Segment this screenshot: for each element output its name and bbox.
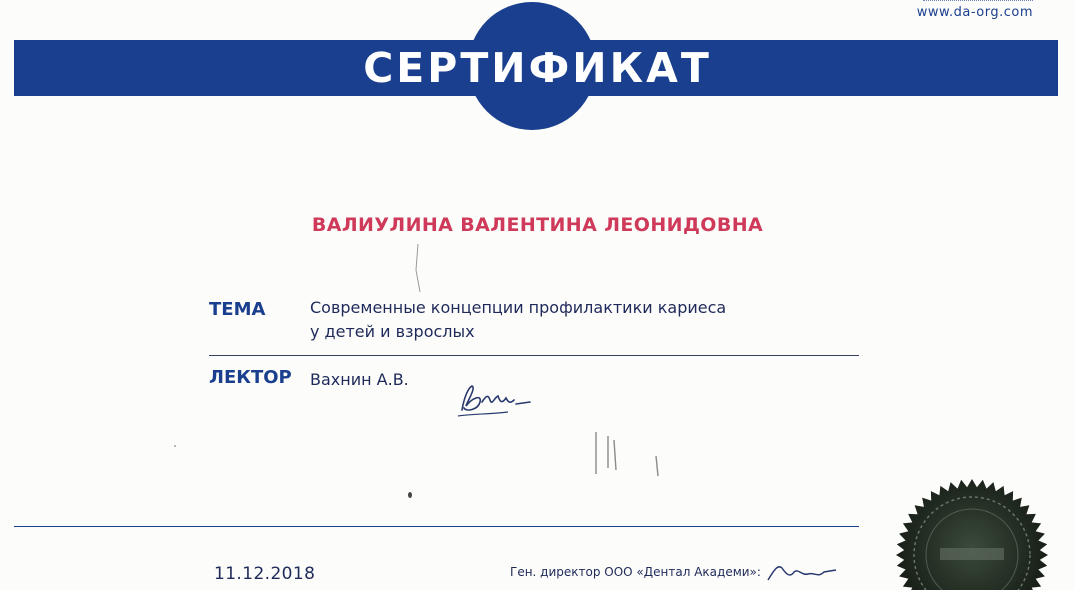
topic-line-1: Современные концепции профилактики кариеса — [310, 298, 727, 317]
top-fine-print — [923, 0, 1033, 4]
issue-date: 11.12.2018 — [214, 564, 316, 584]
topic-label: ТЕМА — [209, 299, 266, 320]
topic-line-2: у детей и взрослых — [310, 322, 475, 341]
director-title: Ген. директор ООО «Дентал Академи»: — [510, 565, 761, 579]
scan-dot — [408, 492, 412, 498]
lecturer-label: ЛЕКТОР — [209, 367, 292, 388]
topic-divider — [209, 355, 859, 356]
scan-dot — [174, 445, 176, 447]
footer-divider — [14, 526, 859, 527]
certificate-title: СЕРТИФИКАТ — [363, 44, 712, 92]
lecturer-signature-icon — [452, 380, 542, 424]
scan-mark — [586, 430, 676, 480]
lecturer-name: Вахнин А.В. — [310, 370, 409, 389]
director-signature-icon — [764, 560, 844, 585]
scan-mark — [404, 240, 434, 310]
website-link[interactable]: www.da-org.com — [916, 5, 1033, 20]
seal-icon — [892, 460, 1052, 590]
recipient-name: ВАЛИУЛИНА ВАЛЕНТИНА ЛЕОНИДОВНА — [311, 214, 764, 236]
